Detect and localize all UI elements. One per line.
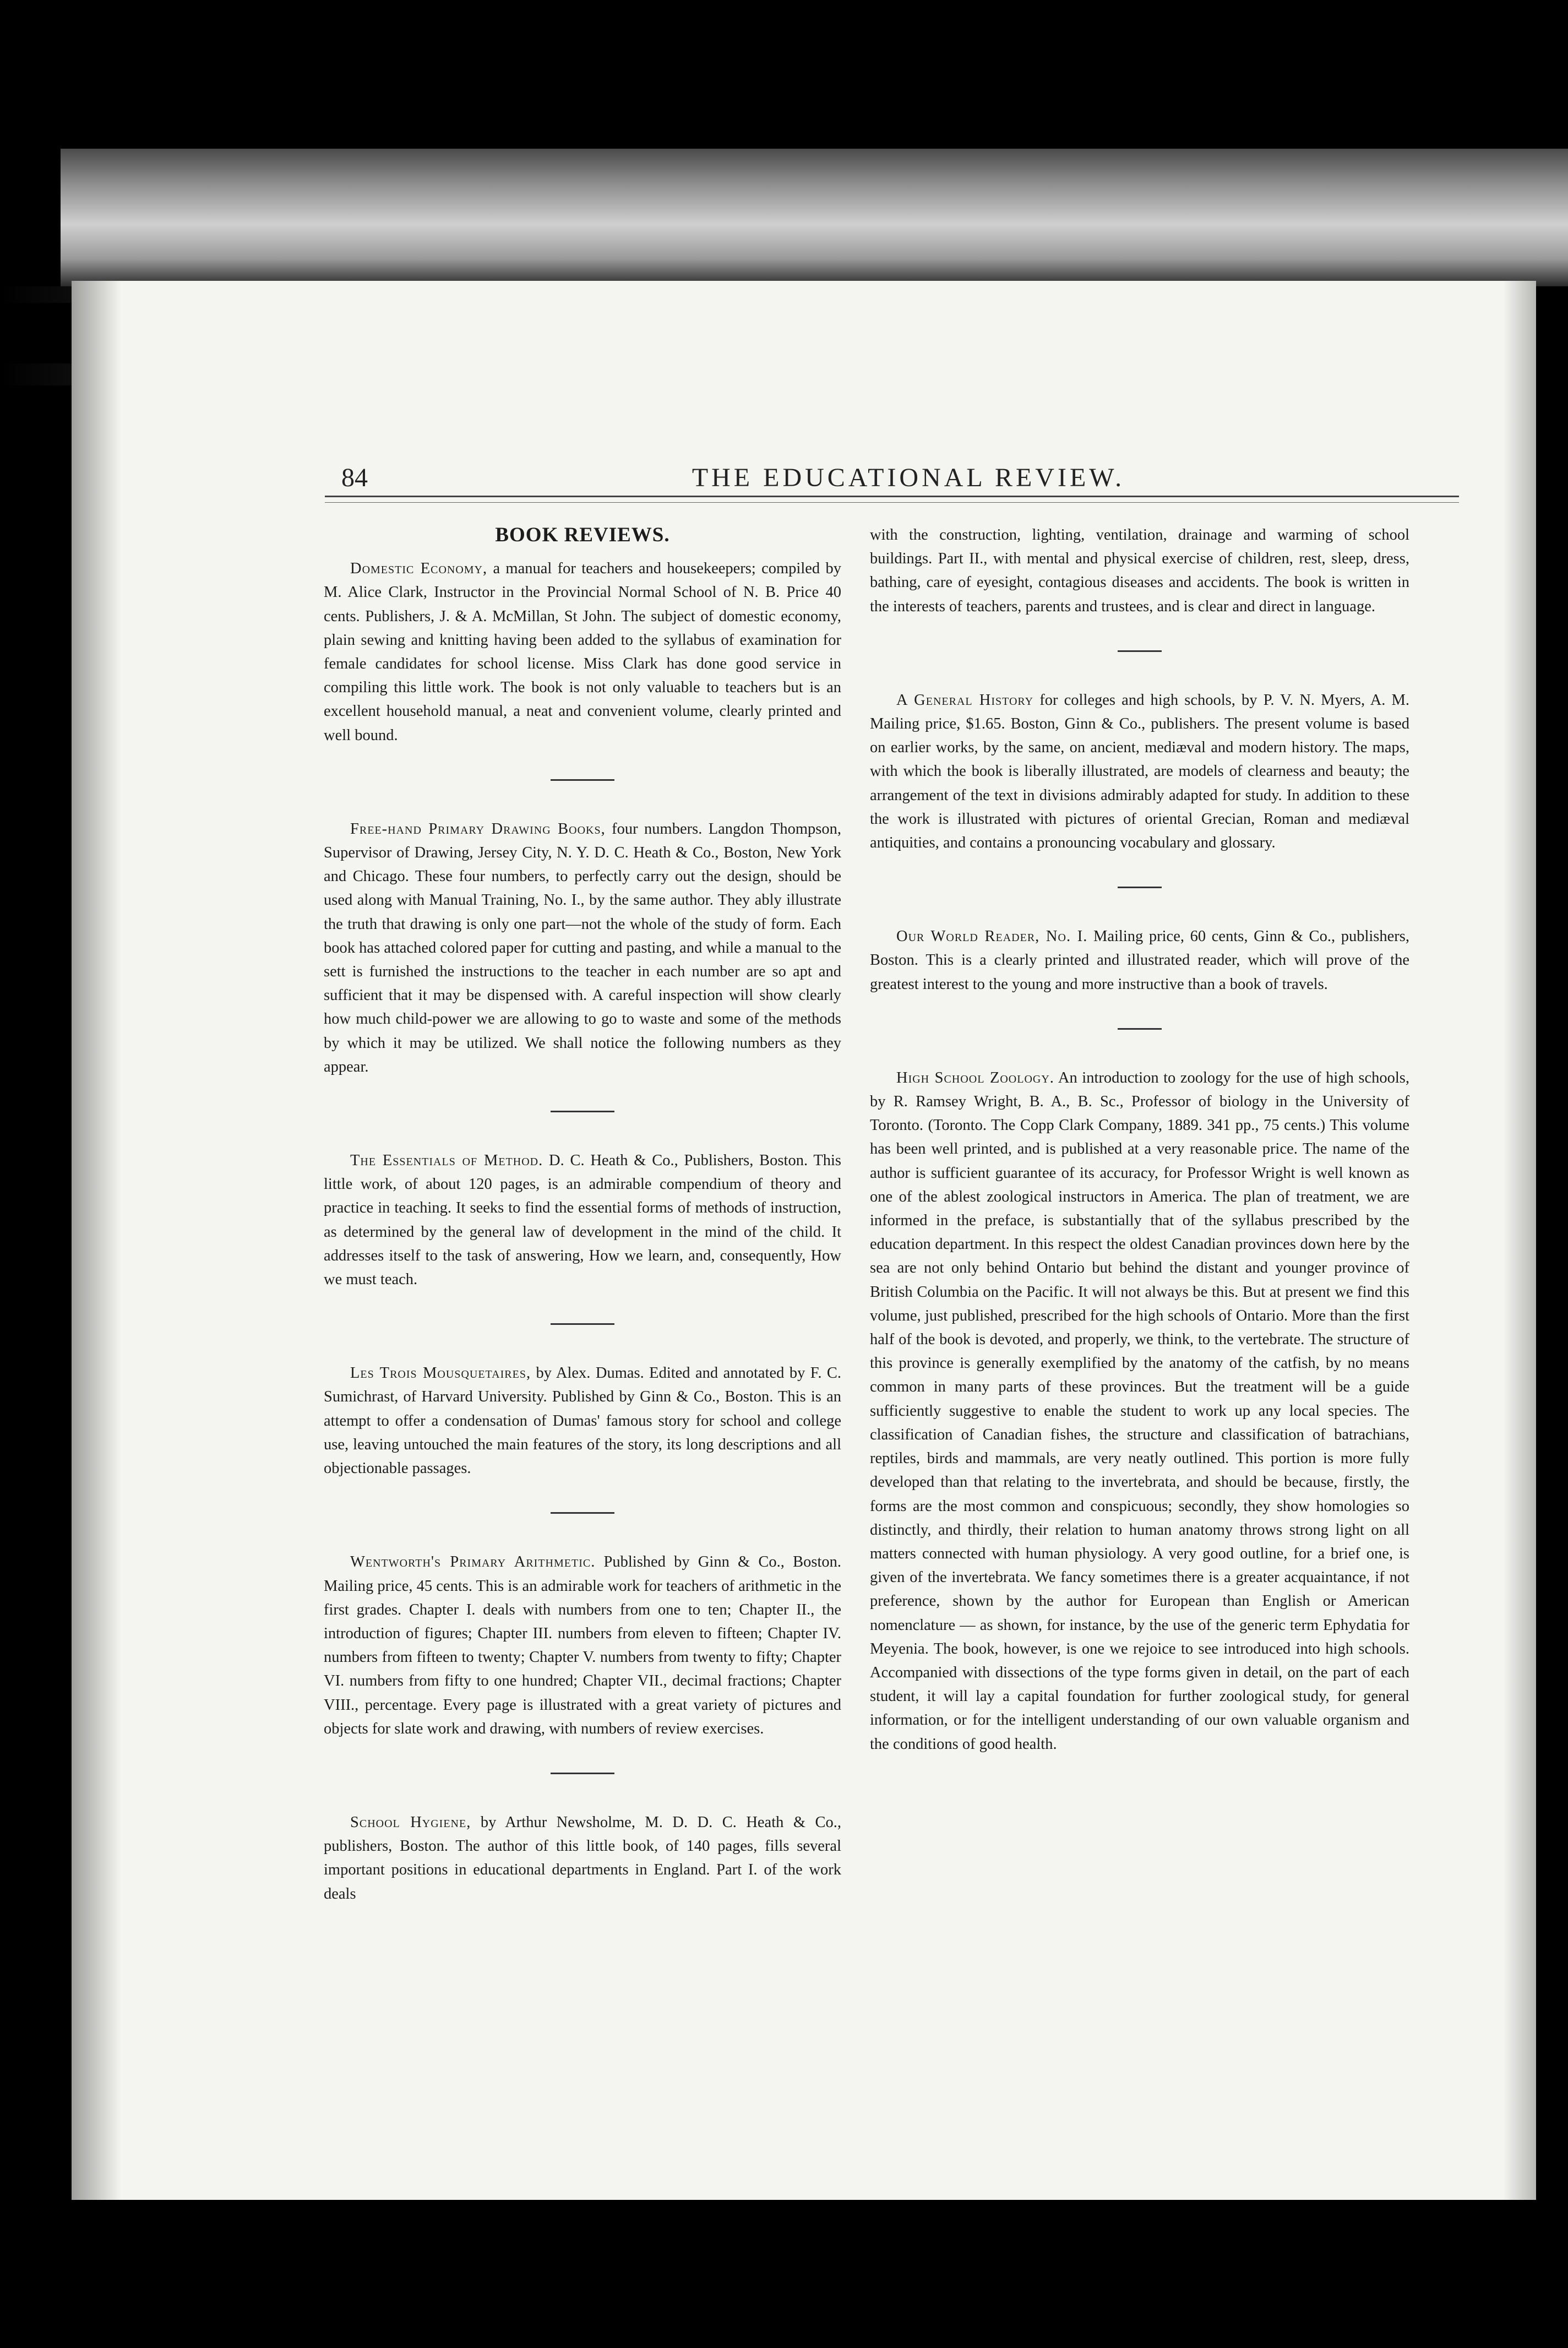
journal-title: THE EDUCATIONAL REVIEW.	[692, 463, 1125, 492]
review-text: with the construction, lighting, ventilation, drainage and warming of school buildings. Part II., with mental and physical exercise of children, rest, sleep, dress, bathing, care of eyesight, contagious diseases and accidents. The book is written in the interests of teachers, parents and trustees, and is clear and direct in language.	[870, 526, 1409, 615]
review-school-hygiene	[324, 1811, 841, 1906]
review-title: Our World Reader, No. I.	[896, 928, 1088, 945]
review-text: a manual for teachers and housekeepers; compiled by M. Alice Clark, Instructor in the Provincial Normal School of N. B. Price 40 cents. Publishers, J. & A. McMillan, St John. The subject of domestic economy, plain sewing and knitting having been added to the syllabus of examination for female candidates for school license. Miss Clark has done good service in compiling this little work. The book is not only valuable to teachers but is an excellent household manual, a neat and convenient volume, clearly printed and well bound.	[324, 560, 841, 744]
review-divider	[551, 1323, 614, 1325]
review-text: D. C. Heath & Co., Publishers, Boston. This little work, of about 120 pages, is an admirable compendium of theory and practice in teaching. It seeks to find the essential forms of methods of instruction, as determined by the general law of development in the mind of the child. It addresses itself to the task of answering, How we learn, and, consequently, How we must teach.	[324, 1152, 842, 1289]
review-general-history	[870, 688, 1409, 855]
review-divider	[1118, 650, 1162, 652]
review-high-school-zoology	[870, 1066, 1409, 1756]
review-primary-arithmetic	[324, 1550, 841, 1741]
review-title: A General History	[896, 691, 1034, 709]
review-text: by Alex. Dumas. Edited and annotated by F. C. Sumichrast, of Harvard University. Published by Ginn & Co., Boston. This is an attempt to offer a condensation of Dumas' famous story for school and college use, leaving untouched the main features of the story, its long descriptions and all objectionable passages.	[324, 1365, 842, 1477]
review-title: Free-hand Primary Drawing Books,	[350, 820, 606, 838]
review-divider	[1118, 887, 1162, 888]
review-divider	[551, 779, 614, 781]
review-text: by Arthur Newsholme, M. D. D. C. Heath & Co., publishers, Boston. The author of this little book, of 140 pages, fills several important positions in educational departments in England. Part I. of the work deals	[324, 1813, 842, 1903]
review-title: Domestic Economy,	[350, 560, 488, 578]
review-divider	[551, 1111, 614, 1112]
page-number: 84	[341, 463, 368, 492]
review-drawing-books	[324, 817, 841, 1079]
review-divider	[551, 1512, 614, 1514]
scan-top-edge	[61, 149, 1568, 286]
section-heading: BOOK REVIEWS.	[495, 524, 670, 546]
page-edge-shadow	[1503, 281, 1536, 2200]
review-school-hygiene-continued	[870, 523, 1409, 618]
review-title: Les Trois Mousquetaires,	[350, 1365, 531, 1382]
review-domestic-economy	[324, 557, 841, 747]
review-text: Published by Ginn & Co., Boston. Mailing price, 45 cents. This is an admirable work for teachers of arithmetic in the first grades. Chapter I. deals with numbers from one to ten; Chapter II., the introduction of figures; Chapter III. numbers from eleven to fifteen; Chapter IV. numbers from fifteen to twenty; Chapter V. numbers from twenty to fifty; Chapter VI. numbers from fifty to one hundred; Chapter VII., decimal fractions; Chapter VIII., percentage. Every page is illustrated with a great variety of pictures and objects for slate work and drawing, with numbers of review exercises.	[324, 1553, 842, 1737]
review-title: High School Zoology.	[896, 1069, 1054, 1086]
review-title: Wentworth's Primary Arithmetic.	[350, 1553, 596, 1571]
review-title: School Hygiene,	[350, 1813, 471, 1831]
review-text: four numbers. Langdon Thompson, Supervisor of Drawing, Jersey City, N. Y. D. C. Heath & Co., Boston, New York and Chicago. These four numbers, to perfectly carry out the design, should be used along with Manual Training, No. I., by the same author. They ably illustrate the truth that drawing is only one part—not the whole of the study of form. Each book has attached colored paper for cutting and pasting, and while a manual to the sett is furnished the instructions to the teacher in each number are so apt and sufficient that it may be dispensed with. A careful inspection will show clearly how much child-power we are allowing to go to waste and some of the methods by which it may be utilized. We shall notice the following numbers as they appear.	[324, 820, 842, 1075]
header-rule	[325, 496, 1459, 497]
review-world-reader	[870, 925, 1409, 996]
review-essentials-of-method	[324, 1149, 841, 1291]
review-text: An introduction to zoology for the use of high schools, by R. Ramsey Wright, B. A., B. Sc., Professor of biology in the University of Toronto. (Toronto. The Copp Clark Company, 1889. 341 pp., 75 cents.) This volume has been well printed, and is published at a very reasonable price. The name of the author is sufficient guarantee of its accuracy, for Professor Wright is well known as one of the ablest zoological instructors in America. The plan of treatment, we are informed in the preface, is substantially that of the syllabus prescribed by the education department. In this respect the oldest Canadian provinces down here by the sea are not only behind Ontario but behind the distant and younger province of British Columbia on the Pacific. It will not always be this. But at present we find this volume, just published, prescribed for the high schools of Ontario. More than the first half of the book is devoted, and properly, we think, to the vertebrate. The structure of this province is generally exemplified by the anatomy of the catfish, by no means common in many parts of these provinces. But the treatment will be a guide sufficiently suggestive to enable the student to work up any local species. The classification of Canadian fishes, the structure and classification of batrachians, reptiles, birds and mammals, are very neatly outlined. This portion is more fully developed than that relating to the invertebrata, and should be because, firstly, the forms are the most common and conspicuous; secondly, they show homologies so distinctly, and thirdly, their relation to human anatomy throws strong light on all matters connected with human physiology. A very good outline, for a brief one, is given of the invertebrata. We fancy sometimes there is a greater acquaintance, if not preference, shown by the author for European than English or American nomenclature — as shown, for instance, by the use of the generic term Ephydatia for Meyenia. The book, however, is one we rejoice to see introduced into high schools. Accompanied with dissections of the type forms given in detail, on the part of each student, it will lay a capital foundation for further zoological study, for general information, or for the intelligent understanding of our own valuable organism and the conditions of good health.	[870, 1069, 1409, 1753]
review-divider	[551, 1773, 614, 1774]
review-divider	[1118, 1028, 1162, 1030]
review-trois-mousquetaires	[324, 1361, 841, 1480]
header-rule-thin	[325, 502, 1459, 503]
right-column	[870, 523, 1409, 1756]
review-text: Mailing price, 60 cents, Ginn & Co., publishers, Boston. This is a clearly printed and illustrated reader, which will prove of the greatest interest to the young and more instructive than a book of travels.	[870, 928, 1409, 993]
page-gutter-shadow	[72, 281, 121, 2200]
review-title: The Essentials of Method.	[350, 1152, 543, 1170]
left-column	[324, 523, 841, 1906]
review-text: for colleges and high schools, by P. V. N. Myers, A. M. Mailing price, $1.65. Boston, Ginn & Co., publishers. The present volume is based on earlier works, by the same, on ancient, mediæval and modern history. The maps, with which the book is liberally illustrated, are models of clearness and beauty; the arrangement of the text in divisions admirably adapted for study. In addition to these the work is illustrated with pictures of oriental Grecian, Roman and mediæval antiquities, and contains a pronouncing vocabulary and glossary.	[870, 691, 1410, 852]
